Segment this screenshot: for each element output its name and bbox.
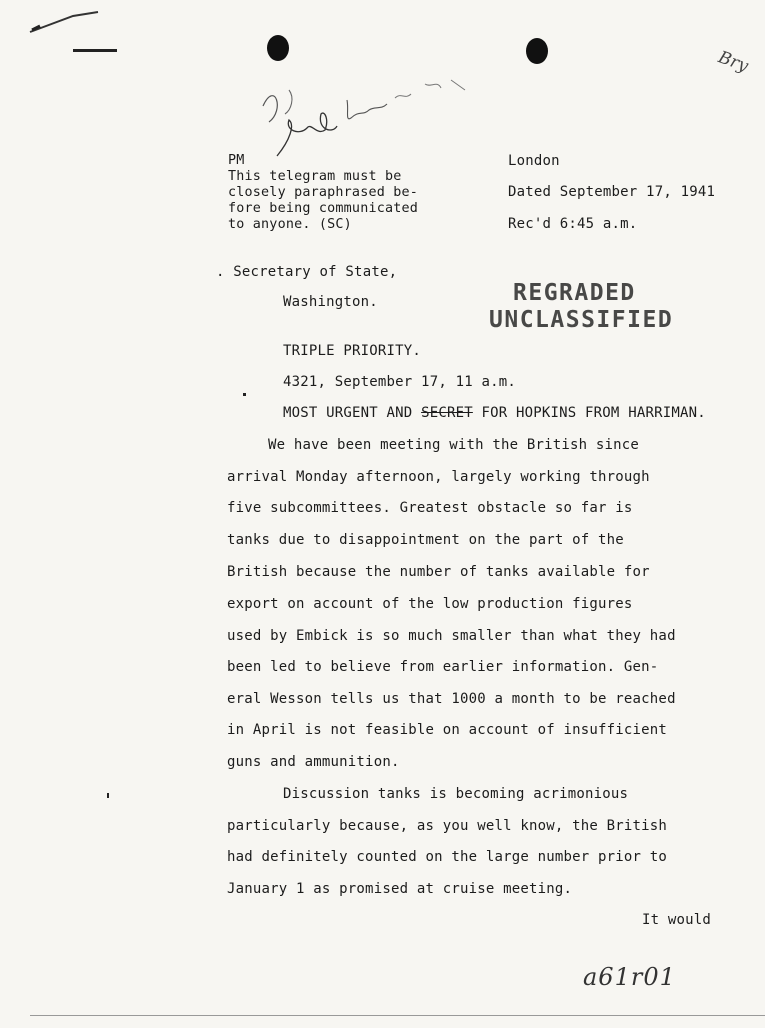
- priority-line: TRIPLE PRIORITY.: [283, 343, 422, 359]
- paraphrase-notice-line-3: fore being communicated: [228, 201, 419, 216]
- bottom-edge-line: [30, 1015, 765, 1016]
- body-line-9: eral Wesson tells us that 1000 a month to be reached: [227, 691, 676, 707]
- message-reference: 4321, September 17, 11 a.m.: [283, 374, 516, 390]
- regraded-stamp-line-1: REGRADED: [513, 280, 636, 306]
- body-line-11: guns and ammunition.: [227, 754, 400, 770]
- ink-dash: [73, 49, 117, 52]
- subject-suffix: FOR HOPKINS FROM HARRIMAN.: [481, 405, 706, 421]
- body-line-13: particularly because, as you well know, the British: [227, 818, 668, 834]
- punch-hole-left: [267, 35, 289, 61]
- addressee: . Secretary of State,: [216, 264, 398, 280]
- regraded-stamp-line-2: UNCLASSIFIED: [489, 307, 674, 333]
- body-line-2: arrival Monday afternoon, largely working through: [227, 469, 650, 485]
- paraphrase-notice-line-1: This telegram must be: [228, 169, 402, 184]
- punch-hole-right: [526, 38, 548, 64]
- subject-struck-word: SECRET: [421, 405, 473, 421]
- body-line-3: five subcommittees. Greatest obstacle so far is: [227, 500, 633, 516]
- body-line-14: had definitely counted on the large number prior to: [227, 849, 668, 865]
- received-time: Rec'd 6:45 a.m.: [508, 216, 638, 232]
- body-line-10: in April is not feasible on account of insufficient: [227, 722, 668, 738]
- origin-place: London: [508, 153, 560, 169]
- routing-code: PM: [228, 153, 245, 168]
- body-line-6: export on account of the low production figures: [227, 596, 633, 612]
- date-line: Dated September 17, 1941: [508, 184, 716, 200]
- handwritten-file-number: a61r01: [583, 963, 676, 991]
- body-line-15: January 1 as promised at cruise meeting.: [227, 881, 573, 897]
- stray-mark: [243, 393, 246, 396]
- addressee-city: Washington.: [283, 294, 378, 310]
- stray-mark: [107, 793, 109, 798]
- body-line-1: We have been meeting with the British since: [268, 437, 640, 453]
- subject-line: [283, 405, 706, 421]
- body-line-5: British because the number of tanks available for: [227, 564, 650, 580]
- body-line-8: been led to believe from earlier information. Gen-: [227, 659, 659, 675]
- paraphrase-notice-line-4: to anyone. (SC): [228, 217, 352, 232]
- body-line-12: Discussion tanks is becoming acrimonious: [283, 786, 629, 802]
- body-line-7: used by Embick is so much smaller than what they had: [227, 628, 676, 644]
- subject-prefix: MOST URGENT AND: [283, 405, 413, 421]
- body-line-4: tanks due to disappointment on the part of the: [227, 532, 624, 548]
- handwritten-corner-note: Bry: [715, 47, 751, 77]
- continuation-text: It would: [642, 912, 712, 928]
- pen-mark-top-left: [28, 10, 88, 40]
- paraphrase-notice-line-2: closely paraphrased be-: [228, 185, 419, 200]
